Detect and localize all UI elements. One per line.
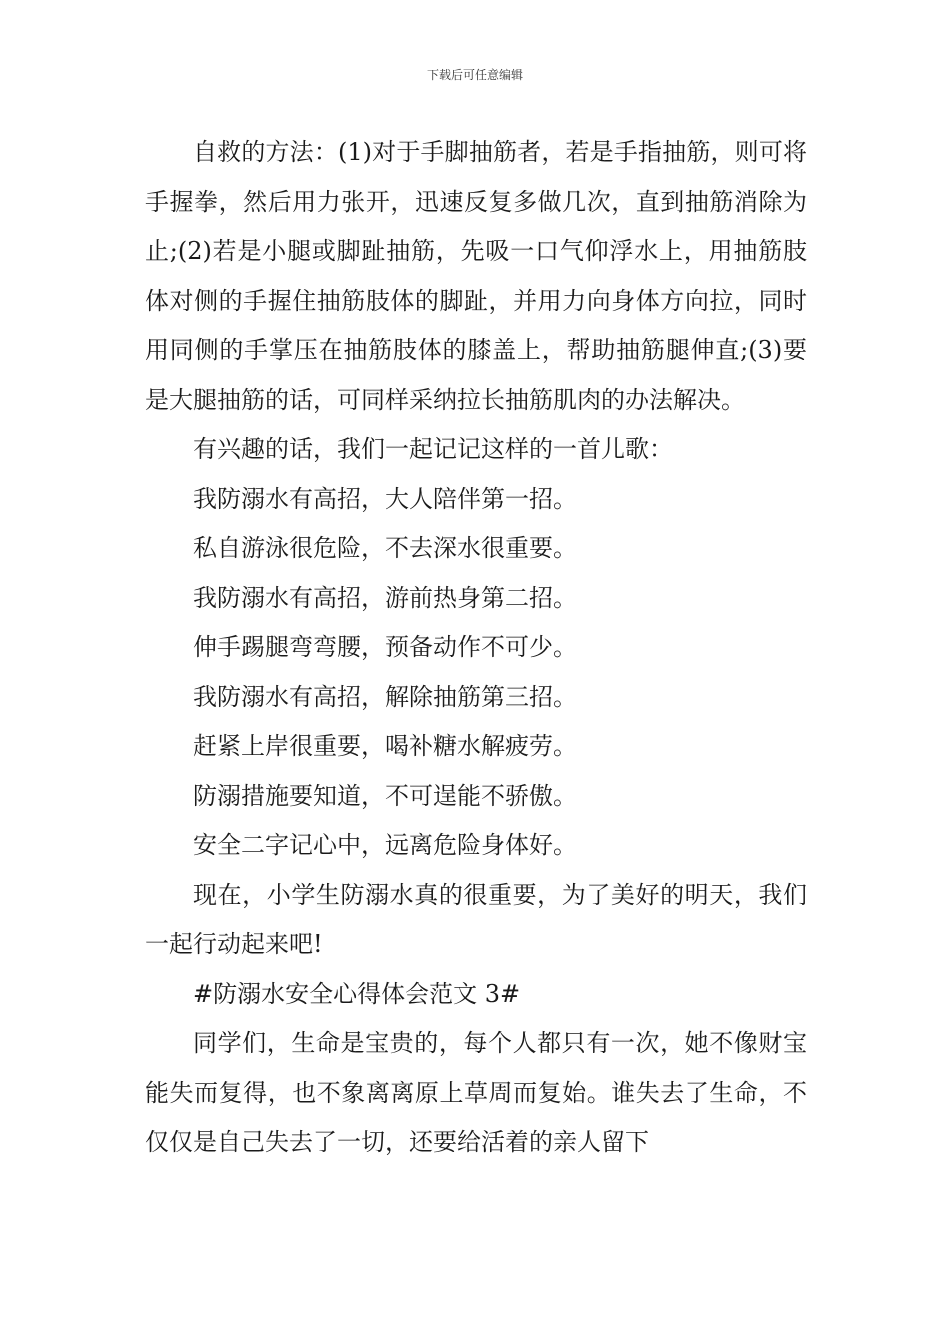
song-line: 安全二字记心中，远离危险身体好。 (193, 831, 577, 859)
page-header: 下载后可任意编辑 (426, 68, 523, 82)
song-line: 我防溺水有高招，解除抽筋第三招。 (193, 682, 577, 711)
song-line: 伸手踢腿弯弯腰，预备动作不可少。 (193, 633, 577, 661)
song-line: 私自游泳很危险，不去深水很重要。 (193, 534, 577, 562)
song-line: 赶紧上岸很重要，喝补糖水解疲劳。 (193, 732, 577, 760)
section-heading: #防溺水安全心得体会范文 3# (193, 979, 521, 1008)
paragraph-closing: 现在，小学生防溺水真的很重要，为了美好的明天，我们一起行动起来吧! (145, 880, 807, 958)
song-line: 防溺措施要知道，不可逞能不骄傲。 (193, 781, 577, 810)
paragraph-final: 同学们，生命是宝贵的，每个人都只有一次，她不像财宝能失而复得，也不象离离原上草周而复始。谁失去了生命，不仅仅是自己失去了一切，还要给活着的亲人留下 (145, 1029, 807, 1156)
song-line: 我防溺水有高招，大人陪伴第一招。 (193, 484, 577, 513)
paragraph-song-intro: 有兴趣的话，我们一起记记这样的一首儿歌： (193, 435, 673, 463)
document-body (145, 128, 807, 1168)
song-line: 我防溺水有高招，游前热身第二招。 (193, 583, 577, 612)
paragraph-self-rescue: 自救的方法：(1)对于手脚抽筋者，若是手指抽筋，则可将手握拳，然后用力张开，迅速反复多做几次，直到抽筋消除为止;(2)若是小腿或脚趾抽筋，先吸一口气仰浮水上，用抽筋肢体对侧的手握住抽筋肢体的脚趾，并用力向身体方向拉，同时用同侧的手掌压在抽筋肢体的膝盖上，帮助抽筋腿伸直;(3)要是大腿抽筋的话，可同样采纳拉长抽筋肌肉的办法解决。 (145, 138, 807, 414)
